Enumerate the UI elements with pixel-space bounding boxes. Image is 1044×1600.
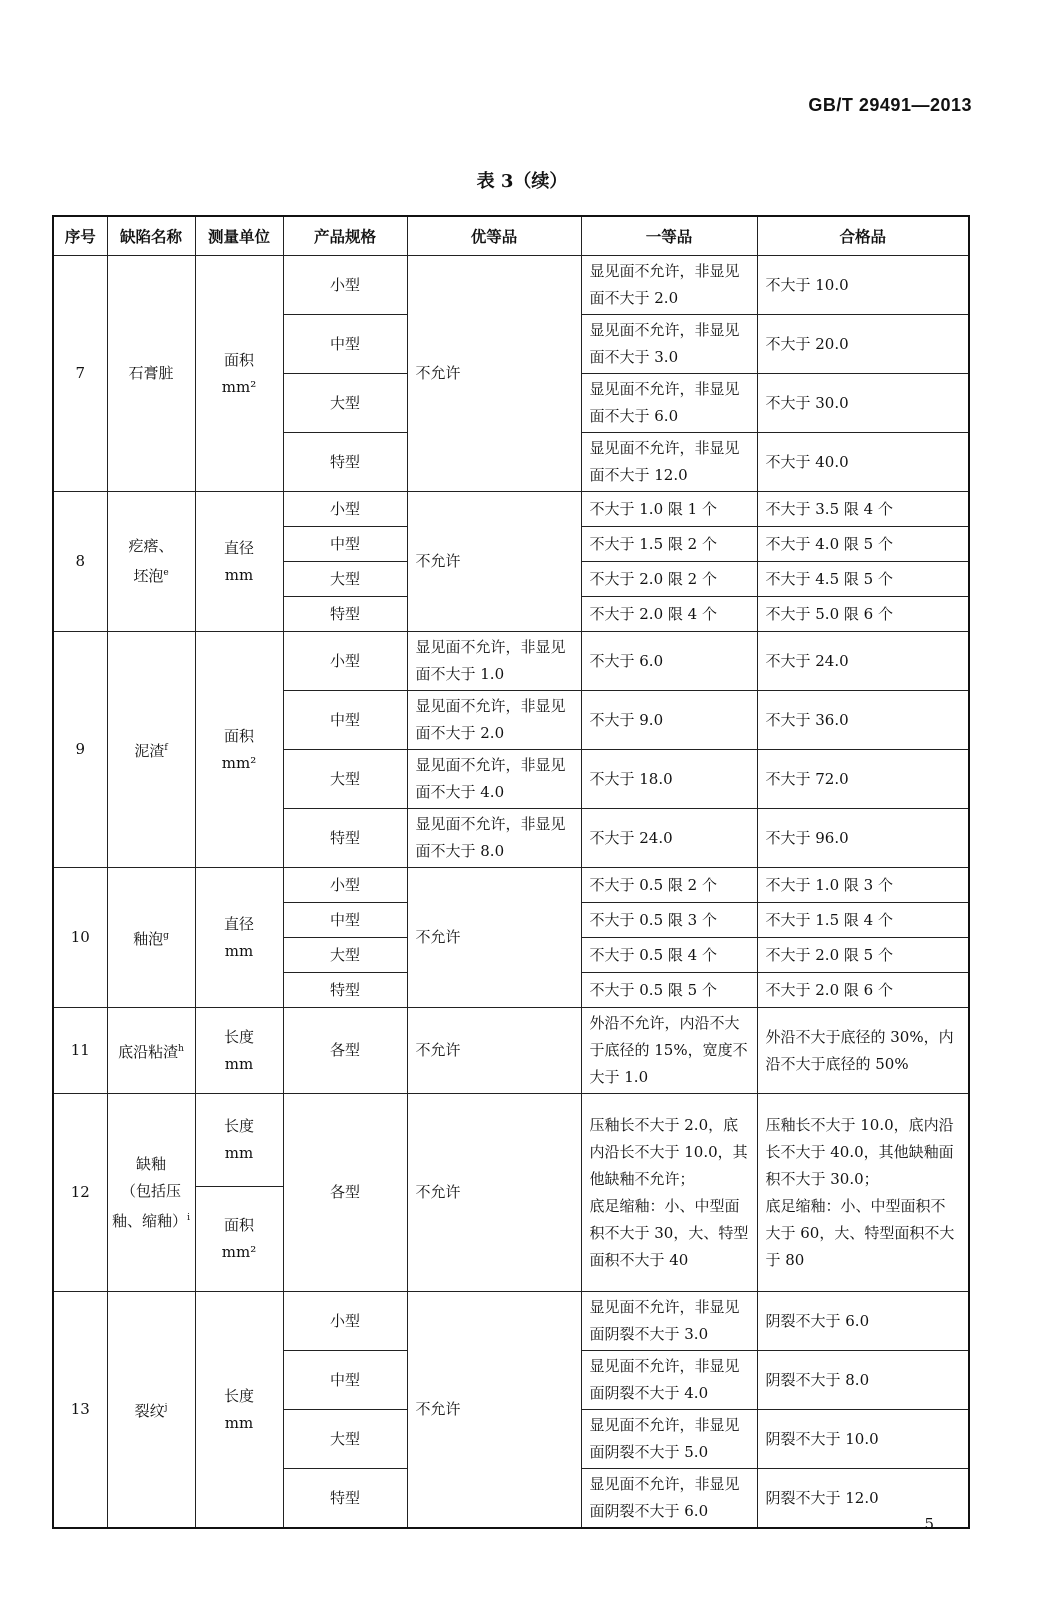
qualified-grade: 不大于 36.0 xyxy=(757,691,969,750)
qualified-grade: 外沿不大于底径的 30%，内沿不大于底径的 50% xyxy=(757,1008,969,1094)
measure-unit: 面积 mm² xyxy=(195,632,283,868)
col-header: 合格品 xyxy=(757,216,969,256)
defect-name: 底沿粘渣$^h$ xyxy=(107,1008,195,1094)
table-row xyxy=(53,492,969,527)
first-grade: 不大于 1.0 限 1 个 xyxy=(581,492,757,527)
spec-cell: 特型 xyxy=(283,597,407,632)
footnote-mark: h xyxy=(178,1043,184,1054)
spec-cell: 小型 xyxy=(283,1292,407,1351)
defect-name: 泥渣$^f$ xyxy=(107,632,195,868)
col-header: 一等品 xyxy=(581,216,757,256)
measure-unit: 面积 mm² xyxy=(195,256,283,492)
superior-grade: 不允许 xyxy=(407,492,581,632)
table-caption: 表 3（续） xyxy=(476,171,568,192)
qualified-grade: 阴裂不大于 6.0 xyxy=(757,1292,969,1351)
qualified-grade: 阴裂不大于 10.0 xyxy=(757,1410,969,1469)
spec-cell: 特型 xyxy=(283,973,407,1008)
measure-unit: 面积 mm² xyxy=(195,1187,283,1292)
footnote-mark: g xyxy=(163,930,169,941)
spec-cell: 中型 xyxy=(283,903,407,938)
defect-name: 裂纹$^j$ xyxy=(107,1292,195,1529)
defect-name: 釉泡$^g$ xyxy=(107,868,195,1008)
first-grade: 不大于 0.5 限 2 个 xyxy=(581,868,757,903)
qualified-grade: 不大于 5.0 限 6 个 xyxy=(757,597,969,632)
spec-cell: 中型 xyxy=(283,315,407,374)
superior-grade: 显见面不允许，非显见面不大于 4.0 xyxy=(407,750,581,809)
first-grade: 压釉长不大于 2.0，底内沿长不大于 10.0，其他缺釉不允许； 底足缩釉：小、中型面积不大于 30，大、特型面积不大于 40 xyxy=(581,1094,757,1292)
standard-number: GB/T 29491—2013 xyxy=(808,95,972,115)
col-header: 测量单位 xyxy=(195,216,283,256)
table-header-row xyxy=(53,216,969,256)
spec-cell: 特型 xyxy=(283,433,407,492)
defect-name: 缺釉 （包括压 釉、缩釉）$^i$ xyxy=(107,1094,195,1292)
qualified-grade: 阴裂不大于 12.0 xyxy=(757,1469,969,1529)
spec-cell: 特型 xyxy=(283,1469,407,1529)
spec-cell: 小型 xyxy=(283,256,407,315)
table-row xyxy=(53,1008,969,1094)
measure-unit: 长度 mm xyxy=(195,1008,283,1094)
footnote-mark: e xyxy=(163,568,169,578)
superior-grade: 不允许 xyxy=(407,1008,581,1094)
measure-unit: 长度 mm xyxy=(195,1094,283,1187)
spec-cell: 各型 xyxy=(283,1094,407,1292)
row-number: 7 xyxy=(53,256,107,492)
row-number: 12 xyxy=(53,1094,107,1292)
table-row xyxy=(53,256,969,315)
first-grade: 不大于 0.5 限 5 个 xyxy=(581,973,757,1008)
measure-unit: 长度 mm xyxy=(195,1292,283,1529)
row-number: 13 xyxy=(53,1292,107,1529)
first-grade: 外沿不允许，内沿不大于底径的 15%，宽度不大于 1.0 xyxy=(581,1008,757,1094)
qualified-grade: 不大于 10.0 xyxy=(757,256,969,315)
qualified-grade: 不大于 2.0 限 5 个 xyxy=(757,938,969,973)
first-grade: 显见面不允许，非显见面不大于 12.0 xyxy=(581,433,757,492)
qualified-grade: 阴裂不大于 8.0 xyxy=(757,1351,969,1410)
table-row xyxy=(53,1094,969,1187)
row-number: 8 xyxy=(53,492,107,632)
row-number: 9 xyxy=(53,632,107,868)
row-number: 11 xyxy=(53,1008,107,1094)
first-grade: 不大于 2.0 限 4 个 xyxy=(581,597,757,632)
first-grade: 显见面不允许，非显见面阴裂不大于 6.0 xyxy=(581,1469,757,1529)
qualified-grade: 不大于 4.0 限 5 个 xyxy=(757,527,969,562)
table-row xyxy=(53,868,969,903)
first-grade: 显见面不允许，非显见面阴裂不大于 4.0 xyxy=(581,1351,757,1410)
first-grade: 不大于 0.5 限 3 个 xyxy=(581,903,757,938)
first-grade: 显见面不允许，非显见面阴裂不大于 3.0 xyxy=(581,1292,757,1351)
table-row xyxy=(53,1292,969,1351)
spec-cell: 大型 xyxy=(283,938,407,973)
defect-table xyxy=(52,215,970,1529)
superior-grade: 显见面不允许，非显见面不大于 1.0 xyxy=(407,632,581,691)
first-grade: 不大于 18.0 xyxy=(581,750,757,809)
qualified-grade: 不大于 24.0 xyxy=(757,632,969,691)
spec-cell: 各型 xyxy=(283,1008,407,1094)
spec-cell: 中型 xyxy=(283,691,407,750)
first-grade: 不大于 1.5 限 2 个 xyxy=(581,527,757,562)
spec-cell: 中型 xyxy=(283,527,407,562)
defect-name: 疙瘩、 坯泡$^e$ xyxy=(107,492,195,632)
qualified-grade: 压釉长不大于 10.0，底内沿长不大于 40.0，其他缺釉面积不大于 30.0； 底足缩釉：小、中型面积不大于 60，大、特型面积不大于 80 xyxy=(757,1094,969,1292)
spec-cell: 大型 xyxy=(283,750,407,809)
spec-cell: 小型 xyxy=(283,868,407,903)
qualified-grade: 不大于 40.0 xyxy=(757,433,969,492)
qualified-grade: 不大于 2.0 限 6 个 xyxy=(757,973,969,1008)
footnote-mark: f xyxy=(164,742,168,753)
col-header: 序号 xyxy=(53,216,107,256)
qualified-grade: 不大于 96.0 xyxy=(757,809,969,868)
superior-grade: 不允许 xyxy=(407,256,581,492)
first-grade: 不大于 0.5 限 4 个 xyxy=(581,938,757,973)
spec-cell: 中型 xyxy=(283,1351,407,1410)
first-grade: 显见面不允许，非显见面阴裂不大于 5.0 xyxy=(581,1410,757,1469)
first-grade: 不大于 6.0 xyxy=(581,632,757,691)
table-row xyxy=(53,632,969,691)
first-grade: 显见面不允许，非显见面不大于 3.0 xyxy=(581,315,757,374)
first-grade: 不大于 2.0 限 2 个 xyxy=(581,562,757,597)
first-grade: 不大于 24.0 xyxy=(581,809,757,868)
col-header: 缺陷名称 xyxy=(107,216,195,256)
spec-cell: 大型 xyxy=(283,374,407,433)
footnote-mark: i xyxy=(187,1212,190,1223)
spec-cell: 特型 xyxy=(283,809,407,868)
superior-grade: 显见面不允许，非显见面不大于 2.0 xyxy=(407,691,581,750)
col-header: 优等品 xyxy=(407,216,581,256)
qualified-grade: 不大于 4.5 限 5 个 xyxy=(757,562,969,597)
page-number: 5 xyxy=(924,1515,934,1533)
spec-cell: 小型 xyxy=(283,492,407,527)
superior-grade: 不允许 xyxy=(407,1094,581,1292)
qualified-grade: 不大于 72.0 xyxy=(757,750,969,809)
qualified-grade: 不大于 20.0 xyxy=(757,315,969,374)
superior-grade: 不允许 xyxy=(407,868,581,1008)
qualified-grade: 不大于 30.0 xyxy=(757,374,969,433)
qualified-grade: 不大于 3.5 限 4 个 xyxy=(757,492,969,527)
measure-unit: 直径 mm xyxy=(195,868,283,1008)
spec-cell: 小型 xyxy=(283,632,407,691)
col-header: 产品规格 xyxy=(283,216,407,256)
defect-name: 石膏脏 xyxy=(107,256,195,492)
superior-grade: 不允许 xyxy=(407,1292,581,1529)
first-grade: 显见面不允许，非显见面不大于 2.0 xyxy=(581,256,757,315)
spec-cell: 大型 xyxy=(283,562,407,597)
measure-unit: 直径 mm xyxy=(195,492,283,632)
first-grade: 显见面不允许，非显见面不大于 6.0 xyxy=(581,374,757,433)
superior-grade: 显见面不允许，非显见面不大于 8.0 xyxy=(407,809,581,868)
spec-cell: 大型 xyxy=(283,1410,407,1469)
qualified-grade: 不大于 1.5 限 4 个 xyxy=(757,903,969,938)
footnote-mark: j xyxy=(164,1402,168,1413)
qualified-grade: 不大于 1.0 限 3 个 xyxy=(757,868,969,903)
first-grade: 不大于 9.0 xyxy=(581,691,757,750)
row-number: 10 xyxy=(53,868,107,1008)
